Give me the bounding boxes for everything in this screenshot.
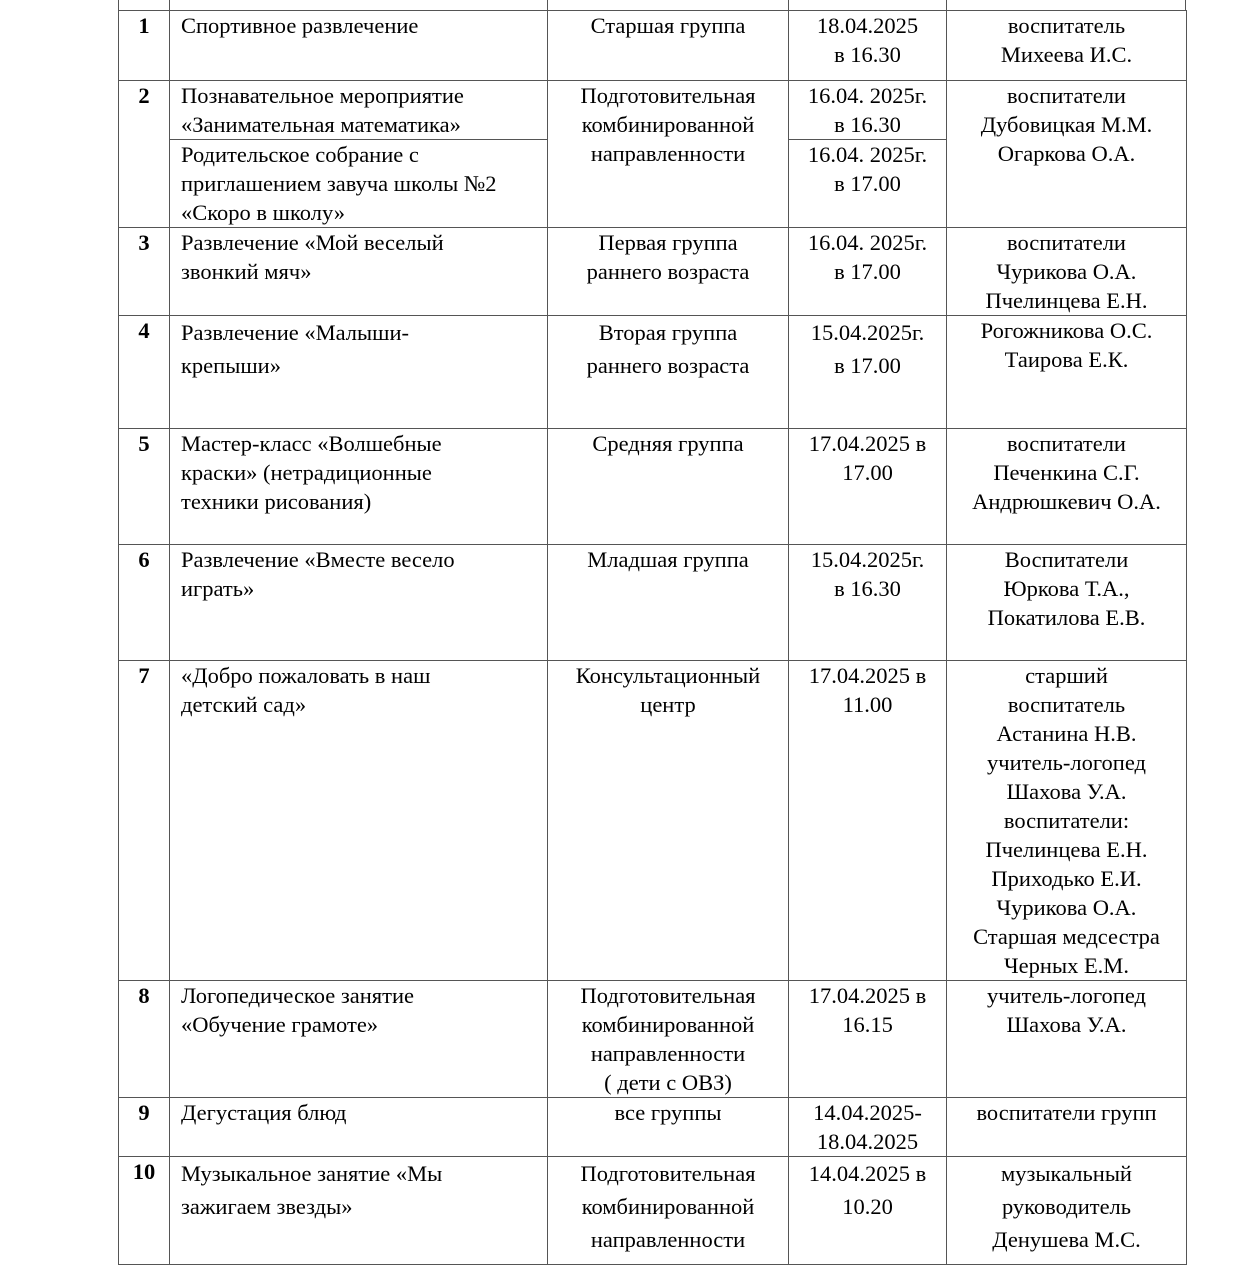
event-responsible: воспитатели Печенкина С.Г. Андрюшкевич О.А. (947, 429, 1187, 545)
event-responsible: старший воспитатель Астанина Н.В. учитель-логопед Шахова У.А. воспитатели: Пчелинцева Е.Н. Приходько Е.И. Чурикова О.А. Старшая медсестра Черных Е.М. (947, 661, 1187, 981)
event-date: 17.04.2025 в 11.00 (789, 661, 947, 981)
table-row (119, 316, 1187, 429)
row-number: 2 (119, 81, 170, 228)
table-row (119, 545, 1187, 661)
event-name-part-2: Родительское собрание с приглашением завуча школы №2 «Скоро в школу» (181, 142, 497, 225)
event-responsible: воспитатель Михеева И.С. (947, 11, 1187, 81)
event-date: 15.04.2025г. в 16.30 (789, 545, 947, 661)
table-row (119, 1098, 1187, 1157)
event-responsible: учитель-логопед Шахова У.А. (947, 981, 1187, 1098)
table-top-edge (118, 0, 1186, 10)
event-name: «Добро пожаловать в наш детский сад» (170, 661, 548, 981)
events-table (118, 10, 1187, 1265)
event-date: 17.04.2025 в 16.15 (789, 981, 947, 1098)
event-responsible: воспитатели Чурикова О.А. Пчелинцева Е.Н. (947, 228, 1187, 316)
table-row (119, 661, 1187, 981)
event-date: 18.04.2025 в 16.30 (789, 11, 947, 81)
event-group: все группы (548, 1098, 789, 1157)
row-number: 8 (119, 981, 170, 1098)
event-responsible: Рогожникова О.С. Таирова Е.К. (947, 316, 1187, 429)
event-name: Мастер-класс «Волшебные краски» (нетрадиционные техники рисования) (170, 429, 548, 545)
row-number: 3 (119, 228, 170, 316)
event-date-part-2: 16.04. 2025г. в 17.00 (807, 142, 928, 196)
event-name: Развлечение «Малыши- крепыши» (170, 316, 548, 429)
event-responsible: воспитатели групп (947, 1098, 1187, 1157)
event-responsible: музыкальный руководитель Денушева М.С. (947, 1157, 1187, 1265)
row-number: 10 (119, 1157, 170, 1265)
event-group: Первая группа раннего возраста (548, 228, 789, 316)
row-number: 7 (119, 661, 170, 981)
event-name: Спортивное развлечение (170, 11, 548, 81)
event-date: 14.04.2025 в 10.20 (789, 1157, 947, 1265)
row-number: 1 (119, 11, 170, 81)
event-group: Подготовительная комбинированной направленности (548, 81, 789, 228)
table-row (119, 11, 1187, 81)
event-group: Подготовительная комбинированной направленности ( дети с ОВЗ) (548, 981, 789, 1098)
event-name: Развлечение «Мой веселый звонкий мяч» (170, 228, 548, 316)
event-name-part-1: Познавательное мероприятие «Занимательная математика» (181, 83, 464, 137)
event-name (170, 81, 548, 228)
row-number: 5 (119, 429, 170, 545)
event-responsible: воспитатели Дубовицкая М.М. Огаркова О.А. (947, 81, 1187, 228)
event-group: Консультационный центр (548, 661, 789, 981)
event-date (789, 81, 947, 228)
table-row (119, 981, 1187, 1098)
event-name: Музыкальное занятие «Мы зажигаем звезды» (170, 1157, 548, 1265)
table-row (119, 81, 1187, 228)
event-group: Подготовительная комбинированной направленности (548, 1157, 789, 1265)
table-row (119, 429, 1187, 545)
event-name: Дегустация блюд (170, 1098, 548, 1157)
row-number: 6 (119, 545, 170, 661)
event-name: Логопедическое занятие «Обучение грамоте» (170, 981, 548, 1098)
event-responsible: Воспитатели Юркова Т.А., Покатилова Е.В. (947, 545, 1187, 661)
row-number: 4 (119, 316, 170, 429)
event-group: Вторая группа раннего возраста (548, 316, 789, 429)
table-row (119, 228, 1187, 316)
event-date: 14.04.2025- 18.04.2025 (789, 1098, 947, 1157)
event-date: 16.04. 2025г. в 17.00 (789, 228, 947, 316)
event-date: 15.04.2025г. в 17.00 (789, 316, 947, 429)
event-group: Младшая группа (548, 545, 789, 661)
event-group: Старшая группа (548, 11, 789, 81)
event-date-part-1: 16.04. 2025г. в 16.30 (807, 83, 928, 137)
table-row (119, 1157, 1187, 1265)
row-number: 9 (119, 1098, 170, 1157)
event-date: 17.04.2025 в 17.00 (789, 429, 947, 545)
event-group: Средняя группа (548, 429, 789, 545)
event-name: Развлечение «Вместе весело играть» (170, 545, 548, 661)
